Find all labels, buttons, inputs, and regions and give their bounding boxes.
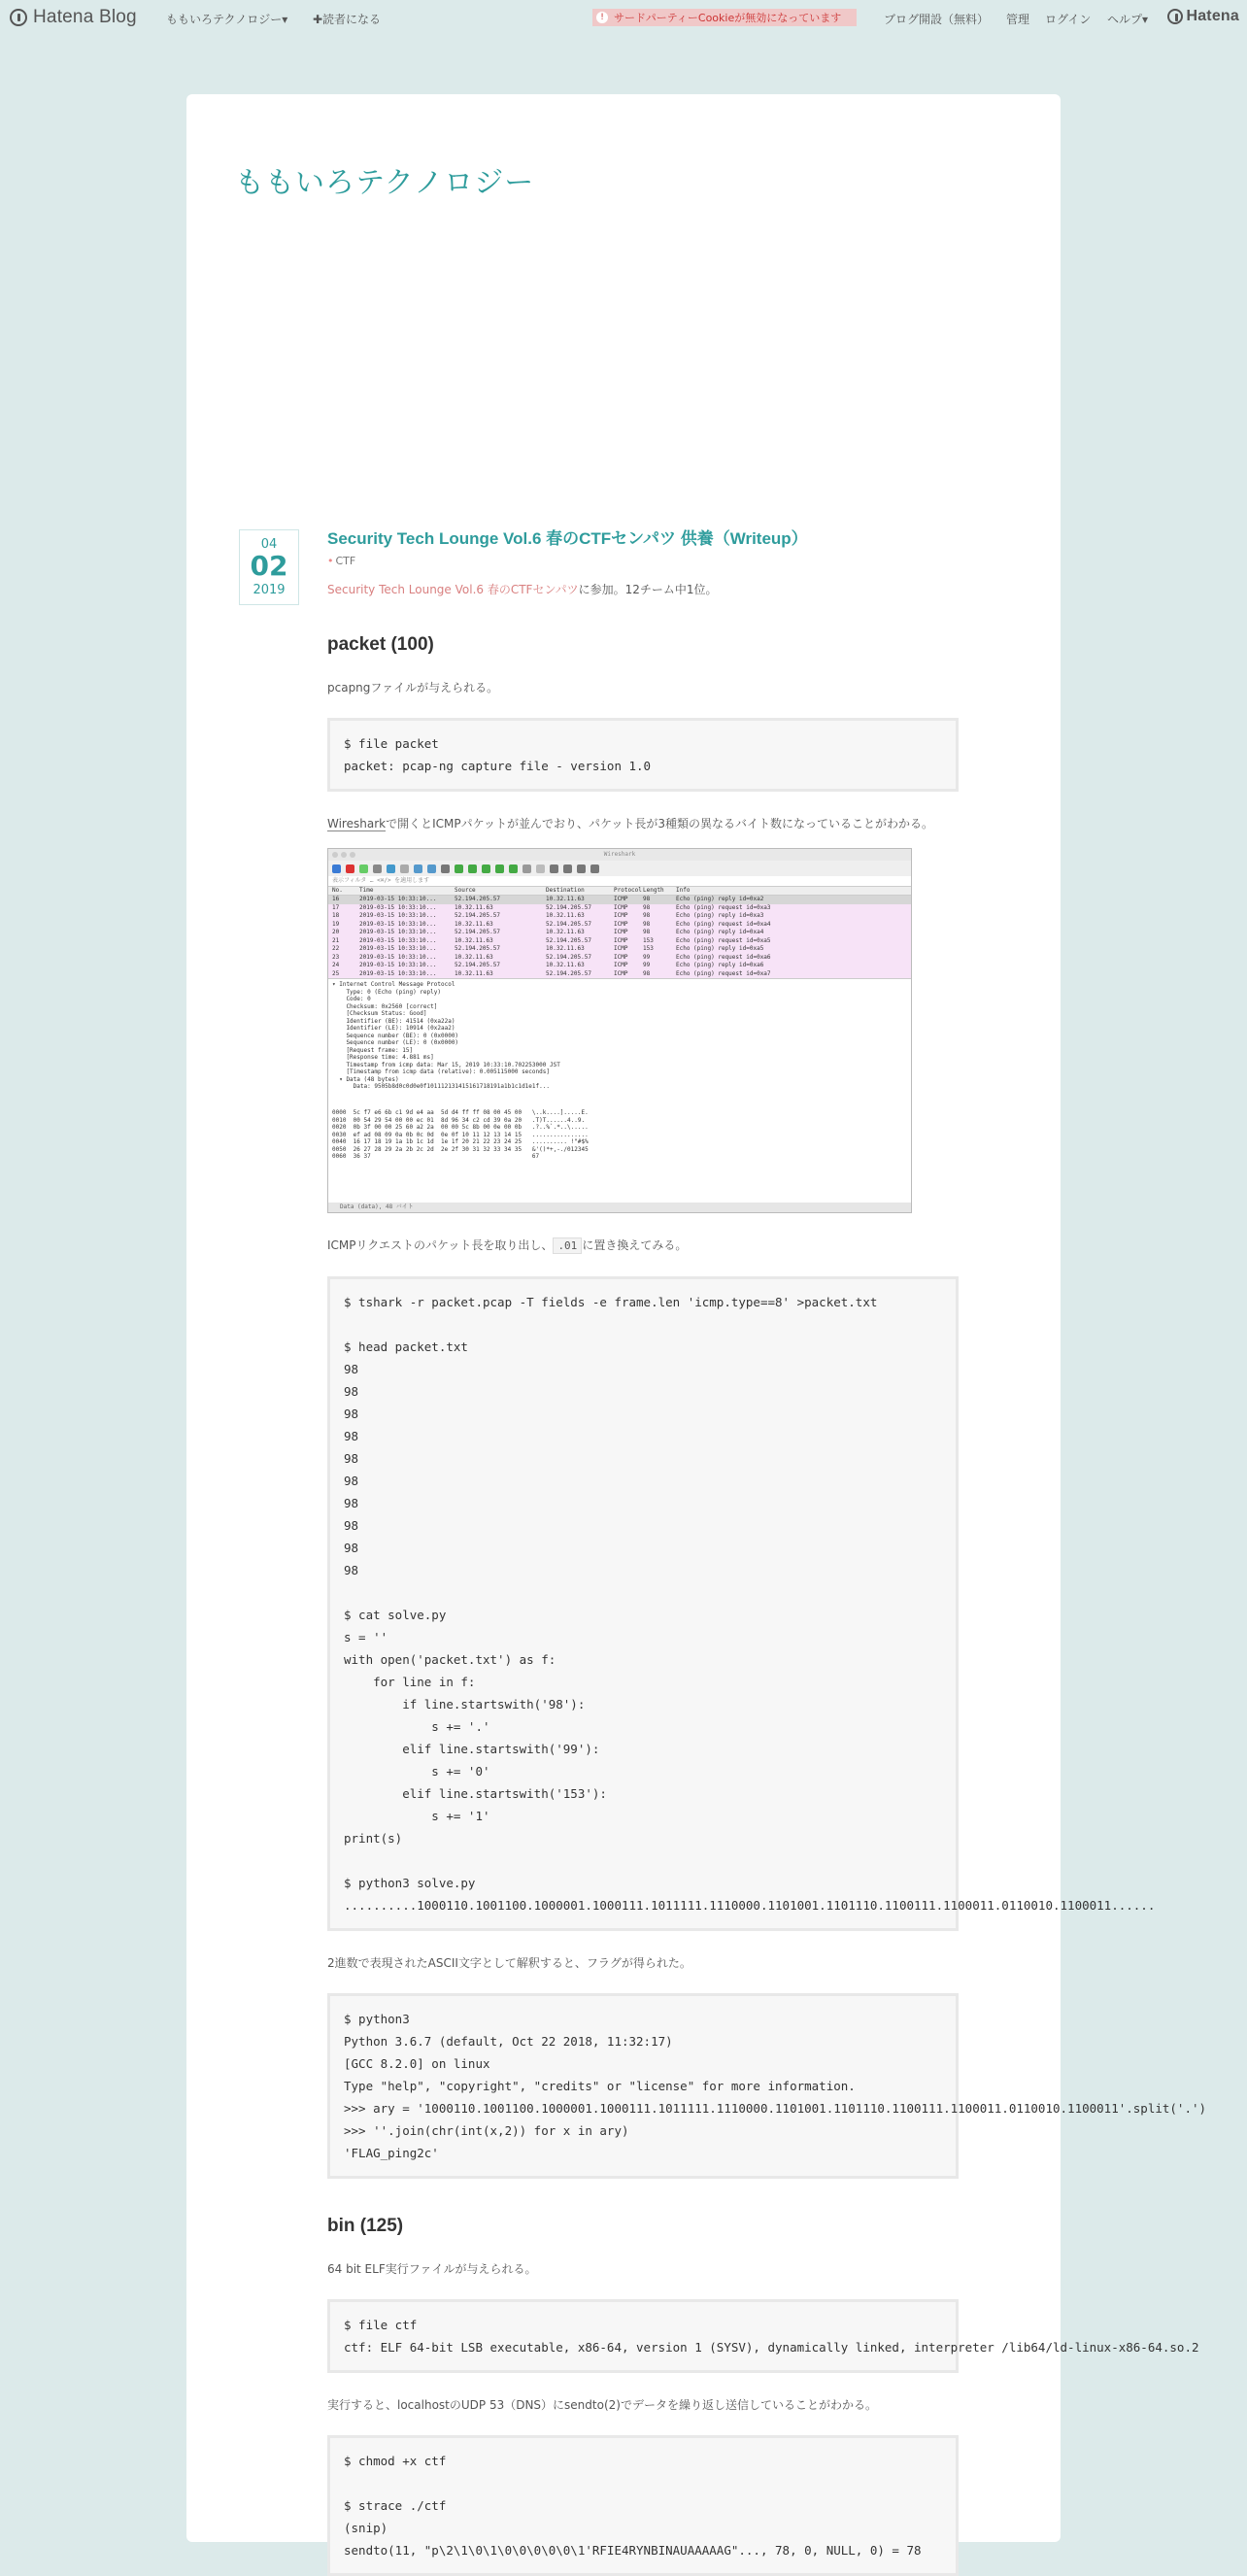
hatena-mark-icon — [1167, 9, 1183, 24]
folder-icon — [387, 864, 395, 873]
ws-packet-row[interactable] — [328, 970, 911, 979]
warning-icon: ! — [596, 12, 608, 23]
global-header — [0, 0, 1247, 35]
packet-p3 — [327, 1235, 959, 1257]
bin-p1: 64 bit ELF実行ファイルが与えられる。 — [327, 2262, 537, 2276]
packet-p2 — [327, 813, 959, 834]
code-block: $ python3 Python 3.6.7 (default, Oct 22 2018, 11:32:17) [GCC 8.2.0] on linux Type "help", "copyright", "credits" or "license" for more information. >>> ary = '1000110.1001100.1000001.1000111.1011111.1110000.1101001.1101110.1100111.1100011.0110010.1100011'.split('.') >>> ''.join(chr(int(x,2)) for x in ary) 'FLAG_ping2c' — [327, 1993, 959, 2179]
ws-cell: Echo (ping) request id=0xa3 — [676, 903, 771, 911]
blog-title[interactable]: ももいろテクノロジー — [235, 166, 535, 200]
ws-cell: Echo (ping) reply id=0xa4 — [676, 929, 764, 935]
ws-cell: Echo (ping) request id=0xa6 — [676, 953, 771, 961]
window-buttons — [332, 852, 355, 858]
ws-cell: 2019-03-15 10:33:10... — [359, 969, 437, 977]
ws-cell: 2019-03-15 10:33:10... — [359, 962, 437, 968]
ad-space — [235, 240, 1012, 473]
ws-cell: 99 — [643, 953, 651, 961]
ws-cell: 10.32.11.63 — [546, 896, 585, 902]
ws-cell: 10.32.11.63 — [546, 962, 585, 968]
ws-cell: 10.32.11.63 — [455, 953, 493, 961]
ws-cell: 2019-03-15 10:33:10... — [359, 920, 437, 928]
col-length: Length — [643, 887, 664, 894]
ws-packet-row[interactable] — [328, 945, 911, 954]
ws-cell: 17 — [332, 903, 340, 911]
ws-packet-row[interactable] — [328, 929, 911, 937]
ws-cell: Echo (ping) reply id=0xa2 — [676, 896, 764, 902]
ws-cell: 98 — [643, 969, 651, 977]
ws-cell: 98 — [643, 920, 651, 928]
wireshark-screenshot[interactable] — [327, 848, 912, 1213]
entry-day: 02 — [250, 550, 288, 582]
ws-cell: 52.194.205.57 — [455, 962, 500, 968]
wireshark-keyword-link[interactable]: Wireshark — [327, 817, 387, 830]
ws-cell: Echo (ping) reply id=0xa3 — [676, 912, 764, 919]
ws-cell: 25 — [332, 969, 340, 977]
autoscroll-icon — [522, 864, 531, 873]
ws-titlebar — [328, 849, 911, 861]
ws-cell: 10.32.11.63 — [546, 929, 585, 935]
nav-create-blog[interactable]: ブログ開設（無料） — [884, 13, 990, 26]
ws-cell: ICMP — [614, 969, 628, 977]
ws-filter-bar[interactable]: 表示フィルタ … <⌘/> を適用します — [328, 876, 911, 887]
ws-cell: 20 — [332, 929, 340, 935]
ws-cell: 10.32.11.63 — [455, 903, 493, 911]
section-heading-packet: packet (100) — [327, 634, 434, 655]
col-time: Time — [359, 887, 374, 894]
code-block: $ chmod +x ctf $ strace ./ctf (snip) sendto(11, "p\2\1\0\1\0\0\0\0\0\1'RFIE4RYNBINAUAAAAAG"..., 78, 0, NULL, 0) = 78 — [327, 2435, 959, 2576]
ws-cell: 52.194.205.57 — [546, 936, 591, 944]
cookie-notice-text: サードパーティーCookieが無効になっています — [614, 12, 842, 24]
ws-cell: ICMP — [614, 929, 628, 935]
ws-cell: 2019-03-15 10:33:10... — [359, 953, 437, 961]
ws-cell: Echo (ping) reply id=0xa5 — [676, 945, 764, 952]
ws-packet-row[interactable] — [328, 921, 911, 930]
ws-cell: 24 — [332, 962, 340, 968]
ws-cell: Echo (ping) request id=0xa5 — [676, 936, 771, 944]
category-tag[interactable]: • CTF — [327, 555, 959, 567]
col-destination: Destination — [546, 887, 585, 894]
col-protocol: Protocol — [614, 887, 642, 894]
packet-p3-post: に置き換えてみる。 — [582, 1238, 688, 1252]
ws-packet-row[interactable] — [328, 962, 911, 970]
event-link[interactable]: Security Tech Lounge Vol.6 春のCTFセンパツ — [327, 583, 579, 596]
ws-cell: ICMP — [614, 962, 628, 968]
hatena-logo-icon — [10, 9, 27, 26]
ws-cell: 52.194.205.57 — [455, 912, 500, 919]
brand-name: Hatena Blog — [33, 7, 137, 27]
col-no: No. — [332, 887, 343, 894]
ws-cell: 2019-03-15 10:33:10... — [359, 945, 437, 952]
ws-cell: 52.194.205.57 — [546, 920, 591, 928]
packet-p2-text: で開くとICMPパケットが並んでおり、パケット長が3種類の異なるバイト数になっていることがわかる。 — [386, 817, 934, 830]
ws-cell: 16 — [332, 896, 340, 902]
ws-cell: ICMP — [614, 953, 628, 961]
ws-cell: Echo (ping) request id=0xa4 — [676, 920, 771, 928]
ws-cell: 10.32.11.63 — [455, 969, 493, 977]
ws-packet-row[interactable] — [328, 896, 911, 904]
find-icon — [441, 864, 450, 873]
close-dot-icon — [332, 852, 338, 858]
code-block: $ file ctf ctf: ELF 64-bit LSB executable, x86-64, version 1 (SYSV), dynamically linked, interpreter /lib64/ld-linux-x86-64.so.2 — [327, 2299, 959, 2373]
minimize-dot-icon — [341, 852, 347, 858]
inline-code: .01 — [553, 1237, 582, 1254]
file-icon — [400, 864, 409, 873]
last-icon — [509, 864, 518, 873]
ws-cell: 98 — [643, 896, 651, 902]
goto-icon — [482, 864, 490, 873]
hatena-blog-logo[interactable] — [10, 7, 137, 28]
lead-text: に参加。12チーム中1位。 — [578, 583, 718, 596]
ws-cell: 10.32.11.63 — [455, 920, 493, 928]
ws-cell: 98 — [643, 912, 651, 919]
entry-date[interactable] — [239, 529, 299, 605]
ws-cell: 22 — [332, 945, 340, 952]
entry-title[interactable]: Security Tech Lounge Vol.6 春のCTFセンパツ 供養（Writeup） — [327, 529, 808, 548]
ws-status-bar: Data (data), 48 バイト — [328, 1203, 911, 1212]
subscribe-button[interactable]: ✚読者になる — [313, 13, 382, 26]
code-block: $ tshark -r packet.pcap -T fields -e frame.len 'icmp.type==8' >packet.txt $ head packet.txt 98 98 98 98 98 98 98 98 98 98 $ cat solve.py s = '' with open('packet.txt') as f: for line in f: if line.startswith('98'): s += '.' elif line.startswith('99'): s += '0' elif line.startswith('153'): s += '1' print(s) $ python3 solve.py ..........1000110.1001100.1000001.1000111.1011111.1110000.1101001.1101110.1100111.1100011.0110010.1100011...... — [327, 1276, 959, 1931]
main-card — [186, 94, 1207, 2558]
ws-cell: 21 — [332, 936, 340, 944]
bin-p2: 実行すると、localhostのUDP 53（DNS）にsendto(2)でデータを繰り返し送信していることがわかる。 — [327, 2398, 877, 2412]
ws-cell: 52.194.205.57 — [546, 953, 591, 961]
ws-cell: Echo (ping) reply id=0xa6 — [676, 962, 764, 968]
first-icon — [495, 864, 504, 873]
entry-month: 04 — [260, 537, 278, 552]
col-source: Source — [455, 887, 476, 894]
close-file-icon — [414, 864, 422, 873]
packet-p3-pre: ICMPリクエストのパケット長を取り出し、 — [327, 1238, 554, 1252]
ws-packet-row[interactable] — [328, 954, 911, 963]
restart-icon — [359, 864, 368, 873]
ws-packet-list — [328, 896, 911, 978]
ws-packet-row[interactable] — [328, 904, 911, 913]
ws-cell: ICMP — [614, 920, 628, 928]
ws-cell: ICMP — [614, 936, 628, 944]
zoom-dot-icon — [350, 852, 355, 858]
packet-p1: pcapngファイルが与えられる。 — [327, 681, 499, 695]
ws-cell: 52.194.205.57 — [546, 969, 591, 977]
code-block: $ file packet packet: pcap-ng capture file - version 1.0 — [327, 718, 959, 792]
ws-cell: 52.194.205.57 — [546, 903, 591, 911]
ws-cell: 99 — [643, 962, 651, 968]
ws-toolbar — [328, 861, 911, 876]
ws-cell: 10.32.11.63 — [546, 912, 585, 919]
resize-columns-icon — [590, 864, 599, 873]
back-icon — [455, 864, 463, 873]
colorize-icon — [536, 864, 545, 873]
ws-cell: 52.194.205.57 — [455, 929, 500, 935]
reload-icon — [427, 864, 436, 873]
entry-lead — [327, 581, 959, 597]
ws-window-title: Wireshark — [603, 851, 636, 858]
ws-packet-detail: ▾ Internet Control Message Protocol Type: 0 (Echo (ping) reply) Code: 0 Checksum: 0x2560 [correct] [Checksum Status: Good] Identifier (BE): 41514 (0xa22a) Identifier (LE): 10914 (0x2aa2) Sequence number (BE): 0 (0x0000) Sequence number (LE): 0 (0x0000) [Request frame: 15] [Response time: 4.881 ms] Timestamp from icmp data: Mar 15, 2019 10:33:10.702253000 JST [Timestamp from icmp data (relative): 0.005115000 seconds] ▾ Data (48 bytes) Data: 9505b8d0c0d0e0f101112131415161718191a1b1c1d1e1f... — [328, 978, 911, 1107]
entry-year: 2019 — [253, 583, 286, 597]
ws-hex-dump: 0000 5c f7 e6 6b c1 9d e4 aa 5d d4 ff ff 08 00 45 00 \..k....].....E. 0010 00 54 29 54 00 00 ec 01 8d 96 34 c2 cd 39 0a 20 .T)T......4..9. 0020 0b 3f 00 00 25 60 a2 2a 00 00 5c 8b 00 0e 00 0b .?..%`.*..\..... 0030 ef ad 08 09 0a 0b 0c 0d 0e 0f 10 11 12 13 14 15 ................ 0040 16 17 18 19 1a 1b 1c 1d 1e 1f 20 21 22 23 24 25 .......... !"#$% 0050 26 27 28 29 2a 2b 2c 2d 2e 2f 30 31 32 33 34 35 &'()*+,-./012345 0060 36 37 67 — [332, 1109, 589, 1160]
ws-cell: 10.32.11.63 — [455, 936, 493, 944]
options-icon — [373, 864, 382, 873]
entry-article — [327, 525, 1207, 2576]
ws-cell: ICMP — [614, 903, 628, 911]
zoom-in-icon — [550, 864, 558, 873]
ws-cell: 153 — [643, 936, 654, 944]
ws-cell: 153 — [643, 945, 654, 952]
ws-cell: 2019-03-15 10:33:10... — [359, 912, 437, 919]
ws-cell: 18 — [332, 912, 340, 919]
ws-cell: ICMP — [614, 945, 628, 952]
forward-icon — [468, 864, 477, 873]
ws-packet-row[interactable] — [328, 912, 911, 921]
ws-cell: 98 — [643, 929, 651, 935]
cookie-notice[interactable] — [592, 9, 857, 26]
ws-cell: 2019-03-15 10:33:10... — [359, 929, 437, 935]
ws-cell: 2019-03-15 10:33:10... — [359, 896, 437, 902]
ws-cell: 52.194.205.57 — [455, 896, 500, 902]
col-info: Info — [676, 887, 691, 894]
hatena-logo-right[interactable] — [1167, 8, 1239, 25]
hatena-brand: Hatena — [1186, 8, 1239, 24]
ws-cell: ICMP — [614, 896, 628, 902]
ws-cell: 52.194.205.57 — [455, 945, 500, 952]
stop-icon — [346, 864, 354, 873]
nav-admin[interactable]: 管理 — [1006, 13, 1030, 26]
ws-cell: 23 — [332, 953, 340, 961]
ws-packet-row[interactable] — [328, 937, 911, 946]
packet-p4: 2進数で表現されたASCII文字として解釈すると、フラグが得られた。 — [327, 1956, 691, 1970]
ws-cell: ICMP — [614, 912, 628, 919]
zoom-out-icon — [563, 864, 572, 873]
ws-cell: 98 — [643, 903, 651, 911]
nav-help[interactable]: ヘルプ▾ — [1107, 13, 1149, 26]
ws-cell: Echo (ping) request id=0xa7 — [676, 969, 771, 977]
ws-column-header — [328, 887, 911, 896]
ws-cell: 19 — [332, 920, 340, 928]
blog-menu-dropdown[interactable]: ももいろテクノロジー▾ — [166, 13, 288, 26]
section-heading-bin: bin (125) — [327, 2216, 404, 2236]
ws-cell: 2019-03-15 10:33:10... — [359, 903, 437, 911]
zoom-reset-icon — [577, 864, 586, 873]
ws-cell: 2019-03-15 10:33:10... — [359, 936, 437, 944]
nav-login[interactable]: ログイン — [1045, 13, 1092, 26]
ws-cell: 10.32.11.63 — [546, 945, 585, 952]
shark-fin-icon — [332, 864, 341, 873]
